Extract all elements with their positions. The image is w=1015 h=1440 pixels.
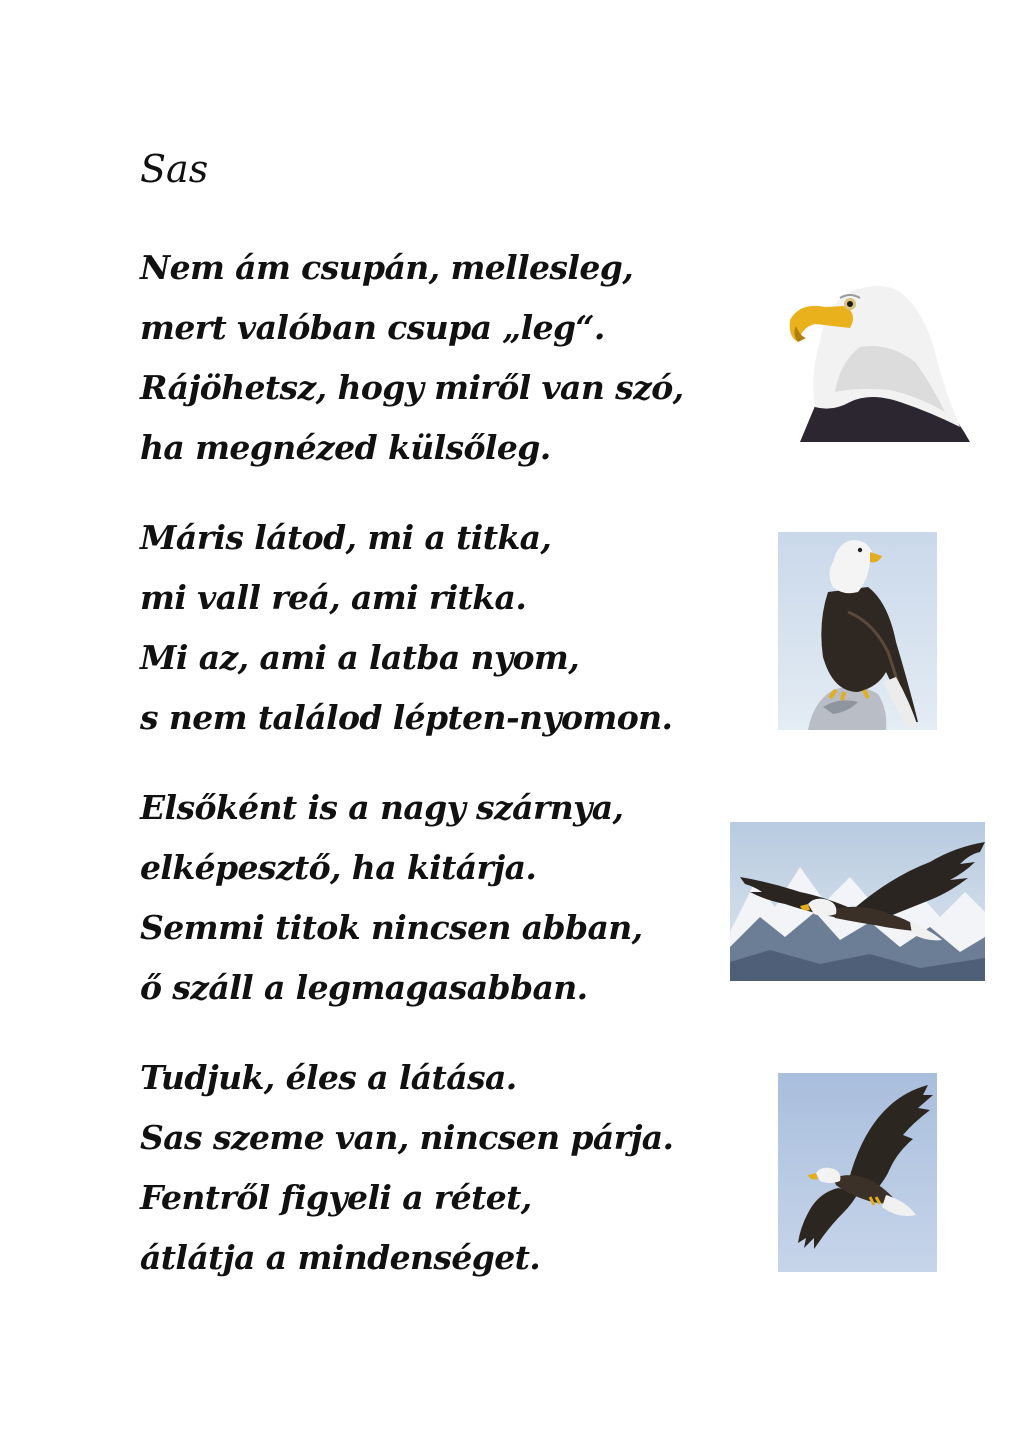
flying-eagle-icon [778,1073,937,1272]
stanza-1 [140,238,684,478]
poem-line: Semmi titok nincsen abban, [140,908,643,947]
poem-title: Sas [140,147,209,191]
eagle-head-icon [740,262,990,442]
poem-line: Mi az, ami a latba nyom, [140,638,580,677]
perched-eagle-image [778,532,937,730]
soaring-eagle-icon [730,822,985,981]
poem-line: ha megnézed külsőleg. [140,428,551,467]
poem-line: átlátja a mindenséget. [140,1238,541,1277]
poem-line: ő száll a legmagasabban. [140,968,588,1007]
stanza-2 [140,508,672,748]
stanza-4 [140,1048,673,1288]
poem-line: Sas szeme van, nincsen párja. [140,1118,674,1157]
poem-line: Rájöhetsz, hogy miről van szó, [140,368,684,407]
stanza-3 [140,778,643,1018]
poem-line: mert valóban csupa „leg“. [140,308,605,347]
eagle-head-image [740,262,990,442]
poem-line: Nem ám csupán, mellesleg, [140,248,634,287]
poem-line: Tudjuk, éles a látása. [140,1058,517,1097]
poem-line: Máris látod, mi a titka, [140,518,552,557]
poem-line: mi vall reá, ami ritka. [140,578,527,617]
poem-line: elképesztő, ha kitárja. [140,848,537,887]
soaring-eagle-image [730,822,985,981]
poem-line: s nem találod lépten-nyomon. [140,698,673,737]
flying-eagle-image [778,1073,937,1272]
poem-line: Fentről figyeli a rétet, [140,1178,532,1217]
poem-line: Elsőként is a nagy szárnya, [140,788,624,827]
perched-eagle-icon [778,532,937,730]
